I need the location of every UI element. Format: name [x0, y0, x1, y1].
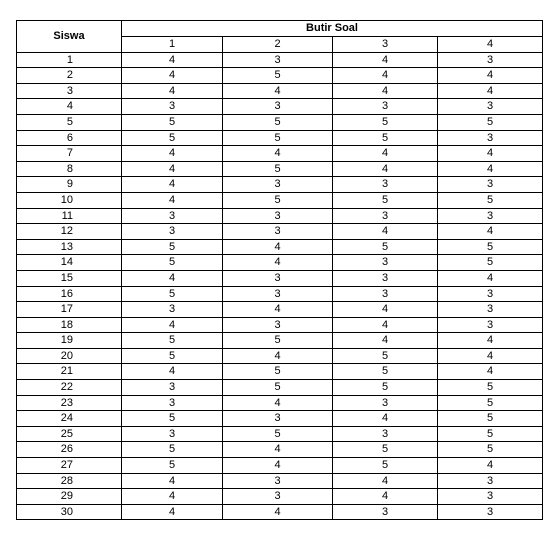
student-number-cell: 3 — [17, 83, 122, 99]
student-number-cell: 7 — [17, 146, 122, 162]
score-cell-item-2: 5 — [223, 114, 333, 130]
score-cell-item-2: 3 — [223, 224, 333, 240]
score-cell-item-4: 4 — [438, 364, 543, 380]
score-cell-item-1: 4 — [122, 270, 223, 286]
student-number-cell: 1 — [17, 52, 122, 68]
score-cell-item-2: 4 — [223, 395, 333, 411]
score-cell-item-2: 3 — [223, 489, 333, 505]
student-number-cell: 6 — [17, 130, 122, 146]
score-cell-item-4: 5 — [438, 239, 543, 255]
table-row — [17, 395, 543, 411]
score-cell-item-3: 4 — [333, 68, 438, 84]
score-cell-item-2: 3 — [223, 411, 333, 427]
table-row — [17, 52, 543, 68]
table-row — [17, 208, 543, 224]
score-cell-item-2: 5 — [223, 364, 333, 380]
score-cell-item-2: 3 — [223, 317, 333, 333]
score-cell-item-2: 5 — [223, 192, 333, 208]
score-cell-item-1: 3 — [122, 99, 223, 115]
score-cell-item-3: 4 — [333, 224, 438, 240]
score-cell-item-1: 4 — [122, 146, 223, 162]
score-cell-item-4: 5 — [438, 380, 543, 396]
score-cell-item-3: 5 — [333, 364, 438, 380]
table-row — [17, 411, 543, 427]
score-cell-item-4: 5 — [438, 426, 543, 442]
score-cell-item-4: 5 — [438, 442, 543, 458]
student-number-cell: 23 — [17, 395, 122, 411]
score-cell-item-3: 5 — [333, 114, 438, 130]
score-cell-item-1: 4 — [122, 68, 223, 84]
score-cell-item-2: 3 — [223, 99, 333, 115]
student-number-cell: 24 — [17, 411, 122, 427]
score-cell-item-3: 4 — [333, 411, 438, 427]
header-item-3: 3 — [333, 37, 438, 53]
score-cell-item-1: 3 — [122, 380, 223, 396]
student-number-cell: 15 — [17, 270, 122, 286]
score-cell-item-4: 3 — [438, 302, 543, 318]
score-cell-item-4: 5 — [438, 395, 543, 411]
score-cell-item-1: 3 — [122, 224, 223, 240]
table-header — [17, 21, 543, 53]
score-cell-item-1: 4 — [122, 83, 223, 99]
student-number-cell: 29 — [17, 489, 122, 505]
score-cell-item-1: 5 — [122, 348, 223, 364]
student-number-cell: 30 — [17, 504, 122, 520]
table-row — [17, 458, 543, 474]
score-cell-item-3: 5 — [333, 192, 438, 208]
score-cell-item-1: 3 — [122, 395, 223, 411]
score-cell-item-3: 4 — [333, 161, 438, 177]
score-cell-item-4: 3 — [438, 286, 543, 302]
score-cell-item-3: 4 — [333, 317, 438, 333]
score-cell-item-1: 4 — [122, 473, 223, 489]
student-number-cell: 22 — [17, 380, 122, 396]
score-cell-item-2: 5 — [223, 333, 333, 349]
score-cell-item-1: 5 — [122, 458, 223, 474]
score-cell-item-4: 5 — [438, 411, 543, 427]
table-row — [17, 442, 543, 458]
table-row — [17, 302, 543, 318]
table-row — [17, 380, 543, 396]
score-cell-item-1: 4 — [122, 317, 223, 333]
score-cell-item-1: 4 — [122, 177, 223, 193]
score-cell-item-2: 4 — [223, 255, 333, 271]
header-item-4: 4 — [438, 37, 543, 53]
score-cell-item-3: 3 — [333, 395, 438, 411]
score-cell-item-2: 3 — [223, 286, 333, 302]
student-number-cell: 19 — [17, 333, 122, 349]
student-number-cell: 20 — [17, 348, 122, 364]
score-cell-item-3: 4 — [333, 489, 438, 505]
student-number-cell: 2 — [17, 68, 122, 84]
score-cell-item-4: 4 — [438, 270, 543, 286]
score-cell-item-4: 5 — [438, 192, 543, 208]
score-cell-item-1: 5 — [122, 333, 223, 349]
score-cell-item-2: 5 — [223, 380, 333, 396]
score-cell-item-3: 3 — [333, 426, 438, 442]
student-number-cell: 14 — [17, 255, 122, 271]
student-number-cell: 4 — [17, 99, 122, 115]
score-cell-item-4: 4 — [438, 83, 543, 99]
score-cell-item-4: 4 — [438, 68, 543, 84]
header-item-1: 1 — [122, 37, 223, 53]
score-cell-item-3: 4 — [333, 473, 438, 489]
table-row — [17, 333, 543, 349]
score-cell-item-2: 5 — [223, 161, 333, 177]
score-cell-item-1: 5 — [122, 442, 223, 458]
score-cell-item-1: 3 — [122, 426, 223, 442]
score-cell-item-1: 4 — [122, 52, 223, 68]
student-number-cell: 28 — [17, 473, 122, 489]
table-row — [17, 99, 543, 115]
score-cell-item-2: 3 — [223, 52, 333, 68]
score-cell-item-3: 5 — [333, 458, 438, 474]
student-number-cell: 12 — [17, 224, 122, 240]
score-cell-item-3: 5 — [333, 239, 438, 255]
table-row — [17, 239, 543, 255]
score-cell-item-2: 5 — [223, 130, 333, 146]
table-row — [17, 489, 543, 505]
table-row — [17, 364, 543, 380]
score-cell-item-3: 4 — [333, 302, 438, 318]
score-cell-item-1: 3 — [122, 302, 223, 318]
score-cell-item-3: 4 — [333, 52, 438, 68]
score-cell-item-4: 4 — [438, 146, 543, 162]
score-cell-item-1: 4 — [122, 489, 223, 505]
score-cell-item-2: 4 — [223, 239, 333, 255]
score-cell-item-1: 4 — [122, 192, 223, 208]
score-cell-item-3: 4 — [333, 333, 438, 349]
table-row — [17, 114, 543, 130]
student-number-cell: 26 — [17, 442, 122, 458]
table-row — [17, 161, 543, 177]
score-cell-item-3: 3 — [333, 255, 438, 271]
score-cell-item-1: 5 — [122, 286, 223, 302]
score-cell-item-1: 4 — [122, 364, 223, 380]
score-cell-item-4: 4 — [438, 161, 543, 177]
student-number-cell: 10 — [17, 192, 122, 208]
student-number-cell: 9 — [17, 177, 122, 193]
score-cell-item-4: 5 — [438, 114, 543, 130]
score-cell-item-2: 3 — [223, 270, 333, 286]
score-cell-item-3: 3 — [333, 208, 438, 224]
score-cell-item-1: 4 — [122, 161, 223, 177]
header-item-group: Butir Soal — [122, 21, 543, 37]
score-cell-item-4: 4 — [438, 224, 543, 240]
student-number-cell: 18 — [17, 317, 122, 333]
score-cell-item-2: 4 — [223, 348, 333, 364]
score-cell-item-1: 4 — [122, 504, 223, 520]
score-cell-item-1: 5 — [122, 239, 223, 255]
score-cell-item-1: 5 — [122, 130, 223, 146]
score-cell-item-4: 3 — [438, 317, 543, 333]
score-cell-item-3: 4 — [333, 83, 438, 99]
score-cell-item-1: 3 — [122, 208, 223, 224]
student-number-cell: 25 — [17, 426, 122, 442]
student-number-cell: 8 — [17, 161, 122, 177]
score-cell-item-3: 3 — [333, 270, 438, 286]
header-item-2: 2 — [223, 37, 333, 53]
score-cell-item-2: 4 — [223, 83, 333, 99]
student-number-cell: 11 — [17, 208, 122, 224]
score-cell-item-2: 4 — [223, 458, 333, 474]
score-table-container — [16, 20, 542, 520]
score-cell-item-2: 4 — [223, 442, 333, 458]
score-cell-item-4: 3 — [438, 177, 543, 193]
header-row-group — [17, 21, 543, 37]
score-cell-item-1: 5 — [122, 255, 223, 271]
table-row — [17, 255, 543, 271]
student-number-cell: 27 — [17, 458, 122, 474]
student-number-cell: 17 — [17, 302, 122, 318]
student-number-cell: 13 — [17, 239, 122, 255]
table-body — [17, 52, 543, 520]
score-cell-item-3: 4 — [333, 146, 438, 162]
table-row — [17, 177, 543, 193]
score-cell-item-3: 3 — [333, 286, 438, 302]
score-cell-item-2: 5 — [223, 426, 333, 442]
score-cell-item-3: 3 — [333, 177, 438, 193]
score-cell-item-4: 4 — [438, 348, 543, 364]
student-number-cell: 16 — [17, 286, 122, 302]
score-cell-item-4: 3 — [438, 473, 543, 489]
header-student: Siswa — [17, 21, 122, 53]
table-row — [17, 270, 543, 286]
score-cell-item-4: 3 — [438, 504, 543, 520]
score-cell-item-4: 3 — [438, 52, 543, 68]
score-cell-item-3: 5 — [333, 380, 438, 396]
score-cell-item-2: 4 — [223, 146, 333, 162]
student-number-cell: 21 — [17, 364, 122, 380]
table-row — [17, 473, 543, 489]
score-cell-item-4: 3 — [438, 99, 543, 115]
score-cell-item-3: 5 — [333, 130, 438, 146]
score-cell-item-1: 5 — [122, 114, 223, 130]
table-row — [17, 286, 543, 302]
table-row — [17, 146, 543, 162]
score-cell-item-4: 3 — [438, 130, 543, 146]
score-cell-item-4: 3 — [438, 489, 543, 505]
table-row — [17, 83, 543, 99]
table-row — [17, 224, 543, 240]
table-row — [17, 192, 543, 208]
score-cell-item-4: 5 — [438, 255, 543, 271]
score-cell-item-2: 3 — [223, 473, 333, 489]
score-cell-item-2: 3 — [223, 177, 333, 193]
score-cell-item-3: 3 — [333, 99, 438, 115]
score-cell-item-4: 4 — [438, 458, 543, 474]
table-row — [17, 426, 543, 442]
table-row — [17, 348, 543, 364]
student-number-cell: 5 — [17, 114, 122, 130]
table-row — [17, 317, 543, 333]
score-cell-item-3: 3 — [333, 504, 438, 520]
score-cell-item-2: 3 — [223, 208, 333, 224]
score-cell-item-3: 5 — [333, 348, 438, 364]
table-row — [17, 68, 543, 84]
score-cell-item-4: 3 — [438, 208, 543, 224]
score-cell-item-3: 5 — [333, 442, 438, 458]
table-row — [17, 130, 543, 146]
score-cell-item-2: 5 — [223, 68, 333, 84]
score-table — [16, 20, 543, 520]
score-cell-item-4: 4 — [438, 333, 543, 349]
score-cell-item-2: 4 — [223, 504, 333, 520]
score-cell-item-1: 5 — [122, 411, 223, 427]
table-row — [17, 504, 543, 520]
score-cell-item-2: 4 — [223, 302, 333, 318]
